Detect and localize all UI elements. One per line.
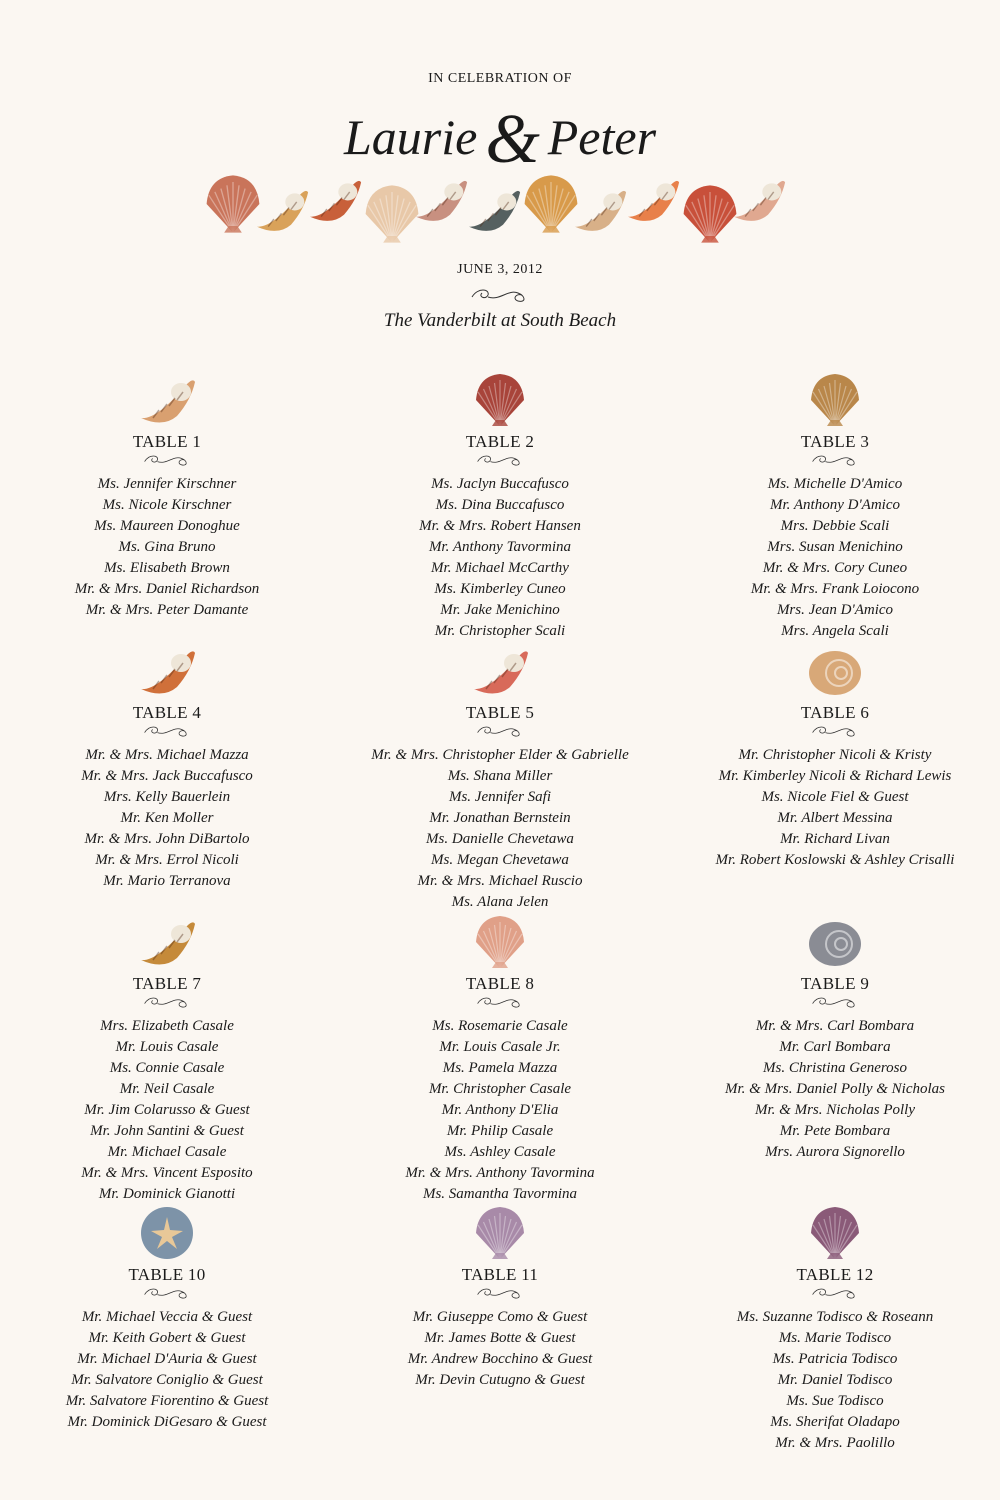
conch-shell-icon [137,370,197,430]
banner-shell-icon [628,181,679,221]
table-label: TABLE 7 [132,974,202,993]
guest-name: Mr. John Santini & Guest [90,1123,244,1139]
guest-name: Mr. Philip Casale [446,1123,554,1139]
guest-name: Mr. & Mrs. Daniel Richardson [74,581,260,597]
guest-name: Ms. Ashley Casale [444,1144,556,1160]
guest-name: Mr. Michael Veccia & Guest [81,1309,253,1325]
banner-shell-icon [366,185,419,242]
guest-name: Mrs. Susan Menichino [767,539,903,555]
guest-name: Mr. Devin Cutugno & Guest [415,1372,585,1388]
guest-list [2,1307,332,1433]
ampersand: & [485,101,540,178]
guest-name: Mr. Dominick DiGesaro & Guest [67,1414,267,1430]
guest-name: Mrs. Angela Scali [781,623,889,639]
guest-list [670,745,1000,871]
guest-name: Ms. Jennifer Kirschner [97,476,237,492]
starfish-shell-icon [137,1203,197,1263]
table-label: TABLE 6 [800,703,870,722]
guest-list [2,474,332,621]
flourish-icon [135,994,199,1010]
guest-name: Ms. Connie Casale [109,1060,225,1076]
flourish-icon [468,452,532,468]
guest-name: Ms. Elisabeth Brown [104,560,230,576]
guest-name: Mr. & Mrs. Daniel Polly & Nicholas [725,1081,945,1097]
guest-name: Mr. Michael Casale [107,1144,227,1160]
guest-name: Mr. James Botte & Guest [424,1330,576,1346]
guest-name: Ms. Megan Chevetawa [431,852,569,868]
guest-name: Mr. Kimberley Nicoli & Richard Lewis [718,768,952,784]
guest-name: Ms. Maureen Donoghue [94,518,240,534]
guest-name: Ms. Patricia Todisco [772,1351,898,1367]
guest-name: Mr. Louis Casale [115,1039,219,1055]
guest-name: Mr. & Mrs. Christopher Elder & Gabrielle [371,747,629,763]
guest-name: Mr. & Mrs. Carl Bombara [755,1018,915,1034]
guest-name: Ms. Pamela Mazza [442,1060,558,1076]
guest-name: Mrs. Debbie Scali [780,518,890,534]
guest-name: Ms. Nicole Fiel & Guest [761,789,909,805]
guest-name: Ms. Suzanne Todisco & Roseann [736,1309,934,1325]
guest-name: Ms. Dina Buccafusco [435,497,565,513]
guest-list [670,1307,1000,1454]
groom-name: Peter [547,109,657,165]
guest-name: Mr. Anthony D'Amico [770,497,900,513]
banner-shell-icon [734,181,785,221]
guest-name: Mr. Neil Casale [119,1081,215,1097]
guest-name: Mr. Richard Livan [780,831,890,847]
flourish-icon [135,452,199,468]
guest-name: Mr. Christopher Nicoli & Kristy [738,747,932,763]
table-10 [2,1203,332,1433]
guest-list [2,1016,332,1205]
guest-list [2,745,332,892]
guest-name: Mr. Michael D'Auria & Guest [77,1351,257,1367]
guest-name: Ms. Samantha Tavormina [422,1186,578,1202]
snail-shell-icon [805,912,865,972]
event-date: JUNE 3, 2012 [457,262,543,277]
table-7 [2,912,332,1205]
guest-name: Ms. Kimberley Cuneo [434,581,566,597]
guest-name: Ms. Alana Jelen [451,894,549,910]
conch-shell-icon [470,641,530,701]
table-label: TABLE 12 [796,1265,874,1284]
table-label: TABLE 10 [128,1265,206,1284]
guest-name: Mr. & Mrs. John DiBartolo [84,831,250,847]
guest-name: Mr. Anthony Tavormina [428,539,572,555]
guest-name: Mr. Mario Terranova [103,873,231,889]
clam-shell-icon [470,1203,530,1263]
guest-name: Mr. Christopher Scali [434,623,566,639]
banner-shell-icon [575,191,626,231]
guest-list [670,474,1000,642]
banner-shell-icon [525,175,578,232]
guest-name: Mr. Ken Moller [120,810,214,826]
guest-name: Ms. Michelle D'Amico [767,476,903,492]
scallop-shell-icon [470,370,530,430]
banner-shell-icon [684,185,737,242]
guest-name: Mr. & Mrs. Paolillo [775,1435,895,1451]
scallop-shell-icon [805,1203,865,1263]
banner-shell-icon [469,191,520,231]
table-label: TABLE 5 [465,703,535,722]
guest-name: Mr. Jake Menichino [440,602,560,618]
guest-name: Mr. & Mrs. Anthony Tavormina [405,1165,595,1181]
table-label: TABLE 1 [132,432,202,451]
table-label: TABLE 3 [800,432,870,451]
guest-name: Ms. Sherifat Oladapo [770,1414,900,1430]
flourish-icon [468,723,532,739]
seashell-banner [200,165,800,250]
guest-list [335,745,665,913]
guest-name: Mr. Giuseppe Como & Guest [412,1309,588,1325]
spiral-shell-icon [137,641,197,701]
table-2 [335,370,665,642]
cockle-shell-icon [470,912,530,972]
flourish-icon [135,723,199,739]
guest-name: Mr. Anthony D'Elia [441,1102,559,1118]
guest-name: Ms. Christina Generoso [762,1060,908,1076]
celebration-heading: IN CELEBRATION OF [428,71,572,86]
table-label: TABLE 2 [465,432,535,451]
guest-name: Mr. Dominick Gianotti [98,1186,236,1202]
bride-name: Laurie [343,109,478,165]
guest-name: Ms. Danielle Chevetawa [426,831,574,847]
striped-shell-icon [137,912,197,972]
guest-name: Mr. Christopher Casale [428,1081,572,1097]
guest-name: Mr. & Mrs. Vincent Esposito [81,1165,253,1181]
guest-name: Mr. & Mrs. Frank Loiocono [750,581,920,597]
flourish-icon [135,1285,199,1301]
banner-shell-icon [257,191,308,231]
guest-name: Mrs. Aurora Signorello [765,1144,905,1160]
guest-name: Mr. Andrew Bocchino & Guest [407,1351,593,1367]
guest-name: Ms. Marie Todisco [778,1330,892,1346]
flourish-icon [468,1285,532,1301]
guest-name: Mr. Salvatore Coniglio & Guest [71,1372,263,1388]
guest-name: Mr. & Mrs. Robert Hansen [419,518,581,534]
guest-name: Mr. & Mrs. Michael Mazza [85,747,249,763]
guest-name: Mrs. Elizabeth Casale [100,1018,234,1034]
guest-name: Mr. & Mrs. Errol Nicoli [95,852,239,868]
guest-list [335,474,665,642]
guest-name: Mr. Louis Casale Jr. [439,1039,561,1055]
guest-name: Ms. Sue Todisco [786,1393,884,1409]
flourish-icon [803,452,867,468]
table-label: TABLE 8 [465,974,535,993]
guest-name: Mr. Daniel Todisco [777,1372,893,1388]
guest-name: Ms. Shana Miller [447,768,553,784]
table-label: TABLE 4 [132,703,202,722]
nautilus-shell-icon [805,641,865,701]
guest-name: Ms. Nicole Kirschner [102,497,232,513]
guest-name: Mr. & Mrs. Nicholas Polly [755,1102,915,1118]
guest-name: Mrs. Jean D'Amico [776,602,894,618]
guest-name: Mr. Michael McCarthy [431,560,569,576]
scallop-shell-icon [805,370,865,430]
table-1 [2,370,332,621]
guest-name: Mr. Jim Colarusso & Guest [84,1102,250,1118]
guest-name: Ms. Jennifer Safi [448,789,552,805]
guest-name: Ms. Gina Bruno [118,539,216,555]
venue-name: The Vanderbilt at South Beach [383,310,617,331]
table-8 [335,912,665,1205]
guest-list [670,1016,1000,1163]
table-label: TABLE 11 [461,1265,539,1284]
guest-name: Mr. & Mrs. Michael Ruscio [417,873,583,889]
guest-name: Mr. Salvatore Fiorentino & Guest [65,1393,269,1409]
table-9 [670,912,1000,1163]
guest-name: Mrs. Kelly Bauerlein [103,789,231,805]
guest-name: Mr. Albert Messina [777,810,893,826]
flourish-icon [803,994,867,1010]
guest-name: Mr. & Mrs. Cory Cuneo [762,560,908,576]
table-12 [670,1203,1000,1454]
banner-shell-icon [416,181,467,221]
guest-name: Mr. Pete Bombara [779,1123,891,1139]
guest-name: Mr. Robert Koslowski & Ashley Crisalli [715,852,955,868]
table-6 [670,641,1000,871]
guest-name: Ms. Rosemarie Casale [432,1018,568,1034]
guest-name: Mr. Keith Gobert & Guest [88,1330,246,1346]
guest-name: Mr. & Mrs. Jack Buccafusco [81,768,253,784]
guest-name: Mr. Jonathan Bernstein [429,810,571,826]
flourish-icon [468,285,532,305]
table-3 [670,370,1000,642]
guest-name: Ms. Jaclyn Buccafusco [431,476,569,492]
table-5 [335,641,665,913]
banner-shell-icon [207,175,260,232]
table-4 [2,641,332,892]
guest-list [335,1307,665,1391]
flourish-icon [803,723,867,739]
flourish-icon [468,994,532,1010]
flourish-icon [803,1285,867,1301]
guest-list [335,1016,665,1205]
banner-shell-icon [310,181,361,221]
table-label: TABLE 9 [800,974,870,993]
guest-name: Mr. Carl Bombara [779,1039,891,1055]
guest-name: Mr. & Mrs. Peter Damante [85,602,249,618]
table-11 [335,1203,665,1391]
